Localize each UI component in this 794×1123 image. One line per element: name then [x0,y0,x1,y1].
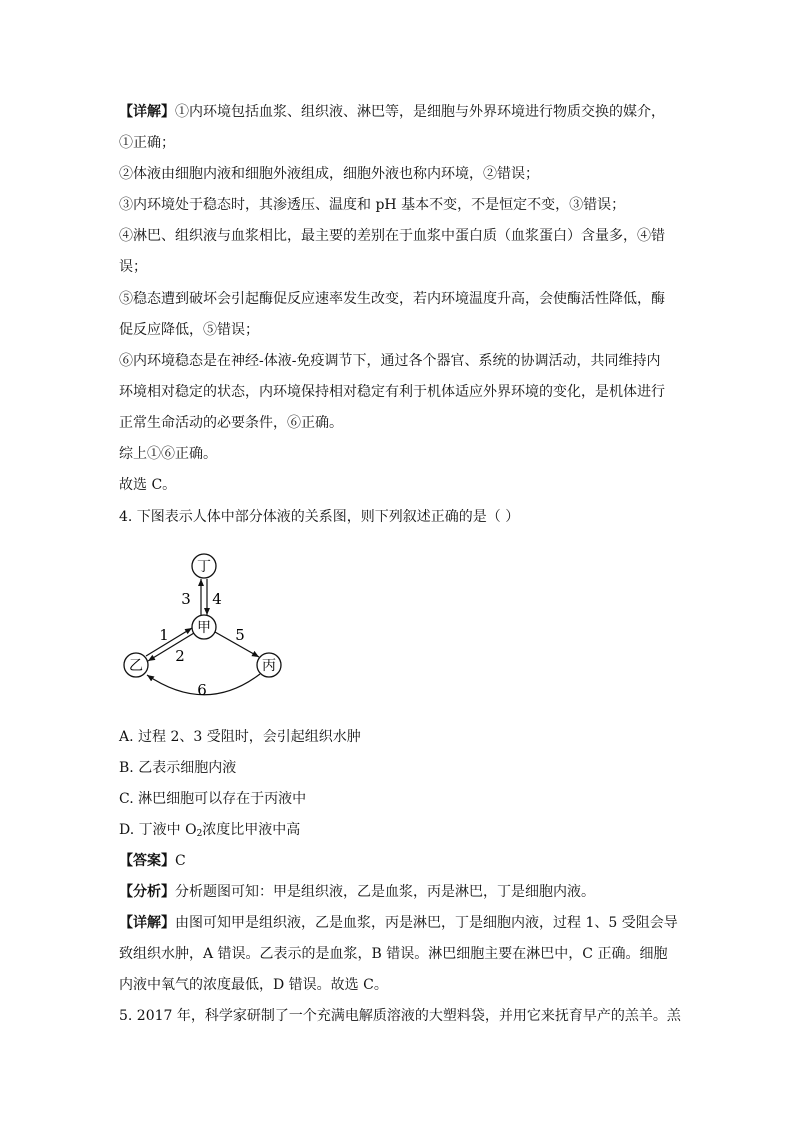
detail-line-3: 内液中氧气的浓度最低，D 错误。故选 C。 [119,977,388,993]
detail-line-1: 【详解】由图可知甲是组织液，乙是血浆，丙是淋巴，丁是细胞内液，过程 1、5 受阻会导 [119,915,678,931]
label-1: 1 [159,626,169,644]
node-ding: 丁 [197,559,211,575]
option-c: C. 淋巴细胞可以存在于丙液中 [119,791,307,807]
detail-tag: 【详解】 [119,104,175,120]
node-jia: 甲 [197,620,211,636]
label-3: 3 [181,590,191,608]
explanation-line-12: 综上①⑥正确。 [119,446,217,462]
answer-line [119,851,186,871]
label-4: 4 [212,590,222,608]
label-2: 2 [175,647,185,665]
node-yi: 乙 [129,658,143,674]
explanation-line-9: ⑥内环境稳态是在神经-体液-免疫调节下，通过各个器官、系统的协调活动，共同维持内 [119,353,661,369]
explanation-line-8: 促反应降低，⑤错误； [119,322,259,338]
answer-tag: 【答案】 [119,853,175,869]
body-fluid-diagram [114,545,294,710]
next-question-stem: 5. 2017 年，科学家研制了一个充满电解质溶液的大塑料袋，并用它来抚育早产的羔羊。羔 [119,1008,681,1024]
label-6: 6 [197,681,207,699]
analysis-line: 【分析】分析题图可知：甲是组织液，乙是血浆，丙是淋巴，丁是细胞内液。 [119,884,595,900]
explanation-line-7: ⑤稳态遭到破坏会引起酶促反应速率发生改变，若内环境温度升高，会使酶活性降低，酶 [119,291,665,307]
answer-value: C [175,853,186,869]
label-5: 5 [235,626,245,644]
option-a: A. 过程 2、3 受阻时，会引起组织水肿 [119,729,361,745]
option-b: B. 乙表示细胞内液 [119,760,237,776]
detail-tag-2: 【详解】 [119,915,175,931]
explanation-line-3: ②体液由细胞内液和细胞外液组成，细胞外液也称内环境，②错误； [119,166,539,182]
explanation-line-10: 环境相对稳定的状态，内环境保持相对稳定有利于机体适应外界环境的变化，是机体进行 [119,384,665,400]
explanation-line-2: ①正确； [119,135,175,151]
detail-line-2: 致组织水肿，A 错误。乙表示的是血浆，B 错误。淋巴细胞主要在淋巴中，C 正确。细胞 [119,946,668,962]
arrow-1 [146,628,192,656]
node-bing: 丙 [262,658,276,674]
analysis-tag: 【分析】 [119,884,175,900]
explanation-line-13: 故选 C。 [119,477,177,493]
option-d: D. 丁液中 $O_2$浓度比甲液中高 [119,822,301,839]
explanation-line-5: ④淋巴、组织液与血浆相比，最主要的差别在于血浆中蛋白质（血浆蛋白）含量多，④错 [119,228,665,244]
explanation-line-6: 误； [119,259,147,275]
explanation-line-4: ③内环境处于稳态时，其渗透压、温度和 pH 基本不变，不是恒定不变，③错误； [119,197,626,213]
explanation-line-11: 正常生命活动的必要条件，⑥正确。 [119,415,343,431]
explanation-line-1: 【详解】①内环境包括血浆、组织液、淋巴等，是细胞与外界环境进行物质交换的媒介， [119,104,665,120]
question-stem: 4. 下图表示人体中部分体液的关系图，则下列叙述正确的是（ ） [119,509,520,525]
arrow-2 [148,633,194,661]
